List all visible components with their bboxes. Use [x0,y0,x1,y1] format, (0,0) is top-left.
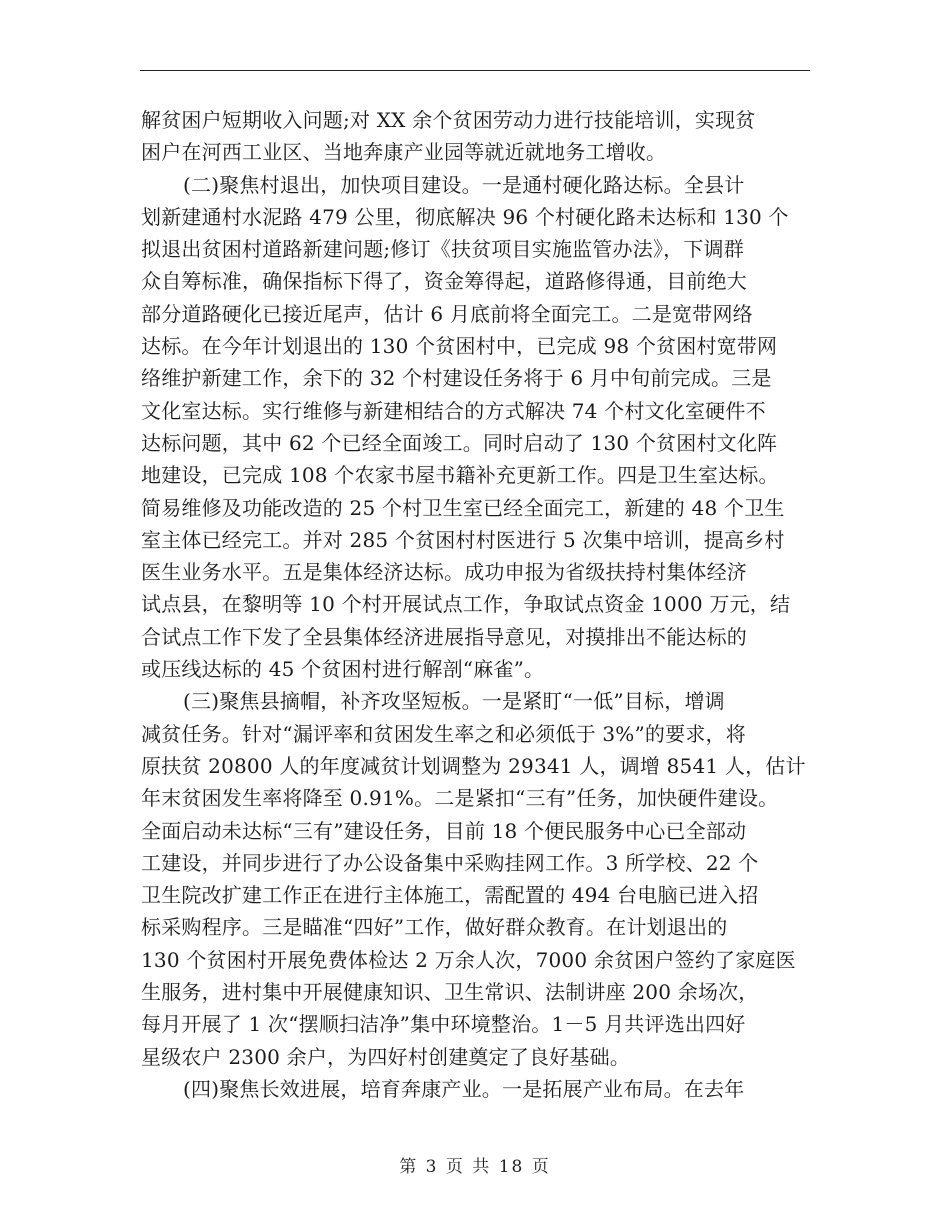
text-line: 地建设，已完成 108 个农家书屋书籍补充更新工作。四是卫生室达标。 [141,463,779,488]
text-line: 星级农户 2300 余户，为四好村创建奠定了良好基础。 [141,1044,631,1069]
text-line: 众自筹标准，确保指标下得了，资金筹得起，道路修得通，目前绝大 [141,269,747,294]
text-line: 年末贫困发生率将降至 0.91%。二是紧扣“三有”任务，加快硬件建设。 [141,786,779,811]
text-line: 达标问题，其中 62 个已经全面竣工。同时启动了 130 个贫困村文化阵 [141,430,778,455]
text-line: 室主体已经完工。并对 285 个贫困村村医进行 5 次集中培训，提高乡村 [141,527,785,552]
text-line: 合试点工作下发了全县集体经济进展指导意见，对摸排出不能达标的 [141,624,747,649]
section-heading-line: (三)聚焦县摘帽，补齐攻坚短板。一是紧盯“一低”目标，增调 [183,689,725,714]
text-line: 部分道路硬化已接近尾声，估计 6 月底前将全面完工。二是宽带网络 [141,301,753,326]
text-line: 130 个贫困村开展免费体检达 2 万余人次，7000 余贫困户签约了家庭医 [141,947,796,972]
text-line: 解贫困户短期收入问题;对 XX 余个贫困劳动力进行技能培训，实现贫 [141,108,756,132]
header-rule [140,70,810,71]
text-line: 简易维修及功能改造的 25 个村卫生室已经全面完工，新建的 48 个卫生 [141,495,785,520]
text-line: 生服务，进村集中开展健康知识、卫生常识、法制讲座 200 余场次， [141,980,759,1005]
text-line: 拟退出贫困村道路新建问题;修订《扶贫项目实施监管办法》，下调群 [141,237,744,262]
text-line: 络维护新建工作，余下的 32 个村建设任务将于 6 月中旬前完成。三是 [141,366,772,391]
text-line: 试点县，在黎明等 10 个村开展试点工作，争取试点资金 1000 万元，结 [141,592,791,617]
text-line: 卫生院改扩建工作正在进行主体施工，需配置的 494 台电脑已进入招 [141,883,759,908]
section-heading-line: (四)聚焦长效进展，培育奔康产业。一是拓展产业布局。在去年 [183,1076,745,1101]
text-line: 或压线达标的 45 个贫困村进行解剖“麻雀”。 [141,657,545,682]
text-line: 困户在河西工业区、当地奔康产业园等就近就地务工增收。 [141,140,667,165]
section-heading-line: (二)聚焦村退出，加快项目建设。一是通村硬化路达标。全县计 [183,172,745,197]
text-line: 达标。在今年计划退出的 130 个贫困村中，已完成 98 个贫困村宽带网 [141,334,778,359]
text-line: 原扶贫 20800 人的年度减贫计划调整为 29341 人，调增 8541 人，估计 [141,753,806,778]
text-line: 全面启动未达标“三有”建设任务，目前 18 个便民服务中心已全部动 [141,818,747,843]
text-line: 减贫任务。针对“漏评率和贫困发生率之和必须低于 3%”的要求，将 [141,721,746,746]
page-footer: 第 3 页 共 18 页 [399,1157,551,1177]
text-line: 每月开展了 1 次“摆顺扫洁净”集中环境整治。1－5 月共评选出四好 [141,1012,746,1037]
text-line: 文化室达标。实行维修与新建相结合的方式解决 74 个村文化室硬件不 [141,398,766,423]
text-line: 划新建通村水泥路 479 公里，彻底解决 96 个村硬化路未达标和 130 个 [141,204,789,229]
text-line: 医生业务水平。五是集体经济达标。成功申报为省级扶持村集体经济 [141,560,747,585]
text-line: 工建设，并同步进行了办公设备集中采购挂网工作。3 所学校、22 个 [141,850,759,875]
text-line: 标采购程序。三是瞄准“四好”工作，做好群众教育。在计划退出的 [141,915,728,940]
body-text [141,104,821,1105]
